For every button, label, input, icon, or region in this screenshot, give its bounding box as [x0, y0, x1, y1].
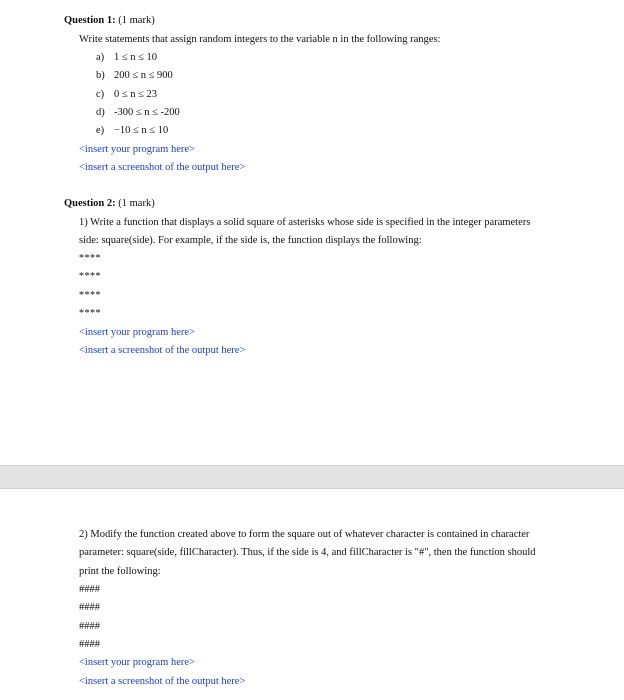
range-item-text: 1 ≤ n ≤ 10: [114, 52, 158, 63]
range-item-label: d): [96, 107, 105, 118]
hash-row: ####: [79, 639, 100, 650]
question-1-label: Question 1:: [64, 15, 116, 26]
range-item-label: a): [96, 52, 105, 63]
question-2-marks: (1 mark): [118, 198, 155, 209]
question-1-title: [64, 14, 155, 28]
hash-row: ####: [79, 602, 100, 613]
q2-screenshot-placeholder[interactable]: <insert a screenshot of the output here>: [79, 345, 246, 356]
q2b-program-placeholder[interactable]: <insert your program here>: [79, 657, 195, 668]
hash-row: ####: [79, 621, 100, 632]
asterisk-row: ****: [79, 271, 101, 282]
q1-screenshot-placeholder[interactable]: <insert a screenshot of the output here>: [79, 162, 246, 173]
range-item-b: [96, 69, 173, 83]
range-item-text: 0 ≤ n ≤ 23: [114, 89, 158, 100]
question-1-prompt: Write statements that assign random integers to the variable n in the following ranges:: [79, 34, 441, 45]
range-item-label: b): [96, 70, 105, 81]
q2-part2-line2: parameter: square(side, fillCharacter). Thus, if the side is 4, and fillCharacter is "#", then the function should: [79, 547, 536, 558]
asterisk-row: ****: [79, 290, 101, 301]
q2-part1-line2: side: square(side). For example, if the side is, the function displays the following:: [79, 235, 422, 246]
question-2-title: [64, 197, 155, 211]
range-item-c: [96, 88, 157, 102]
question-1-marks: (1 mark): [118, 15, 155, 26]
range-item-e: [96, 124, 168, 138]
range-item-text: -300 ≤ n ≤ -200: [114, 107, 180, 118]
asterisk-row: ****: [79, 253, 101, 264]
question-2-label: Question 2:: [64, 198, 116, 209]
range-item-label: c): [96, 89, 105, 100]
asterisk-row: ****: [79, 308, 101, 319]
range-item-text: 200 ≤ n ≤ 900: [114, 70, 173, 81]
range-item-label: e): [96, 125, 105, 136]
range-item-text: −10 ≤ n ≤ 10: [114, 125, 169, 136]
q2-program-placeholder[interactable]: <insert your program here>: [79, 327, 195, 338]
hash-row: ####: [79, 584, 100, 595]
page-break: [0, 465, 624, 489]
range-item-a: [96, 51, 157, 65]
q2-part1-line1: 1) Write a function that displays a solid square of asterisks whose side is specified in the integer parameters: [79, 217, 531, 228]
q2-part2-line3: print the following:: [79, 566, 161, 577]
q1-program-placeholder[interactable]: <insert your program here>: [79, 144, 195, 155]
range-item-d: [96, 106, 180, 120]
q2-part2-line1: 2) Modify the function created above to form the square out of whatever character is contained in character: [79, 529, 530, 540]
q2b-screenshot-placeholder[interactable]: <insert a screenshot of the output here>: [79, 676, 246, 687]
